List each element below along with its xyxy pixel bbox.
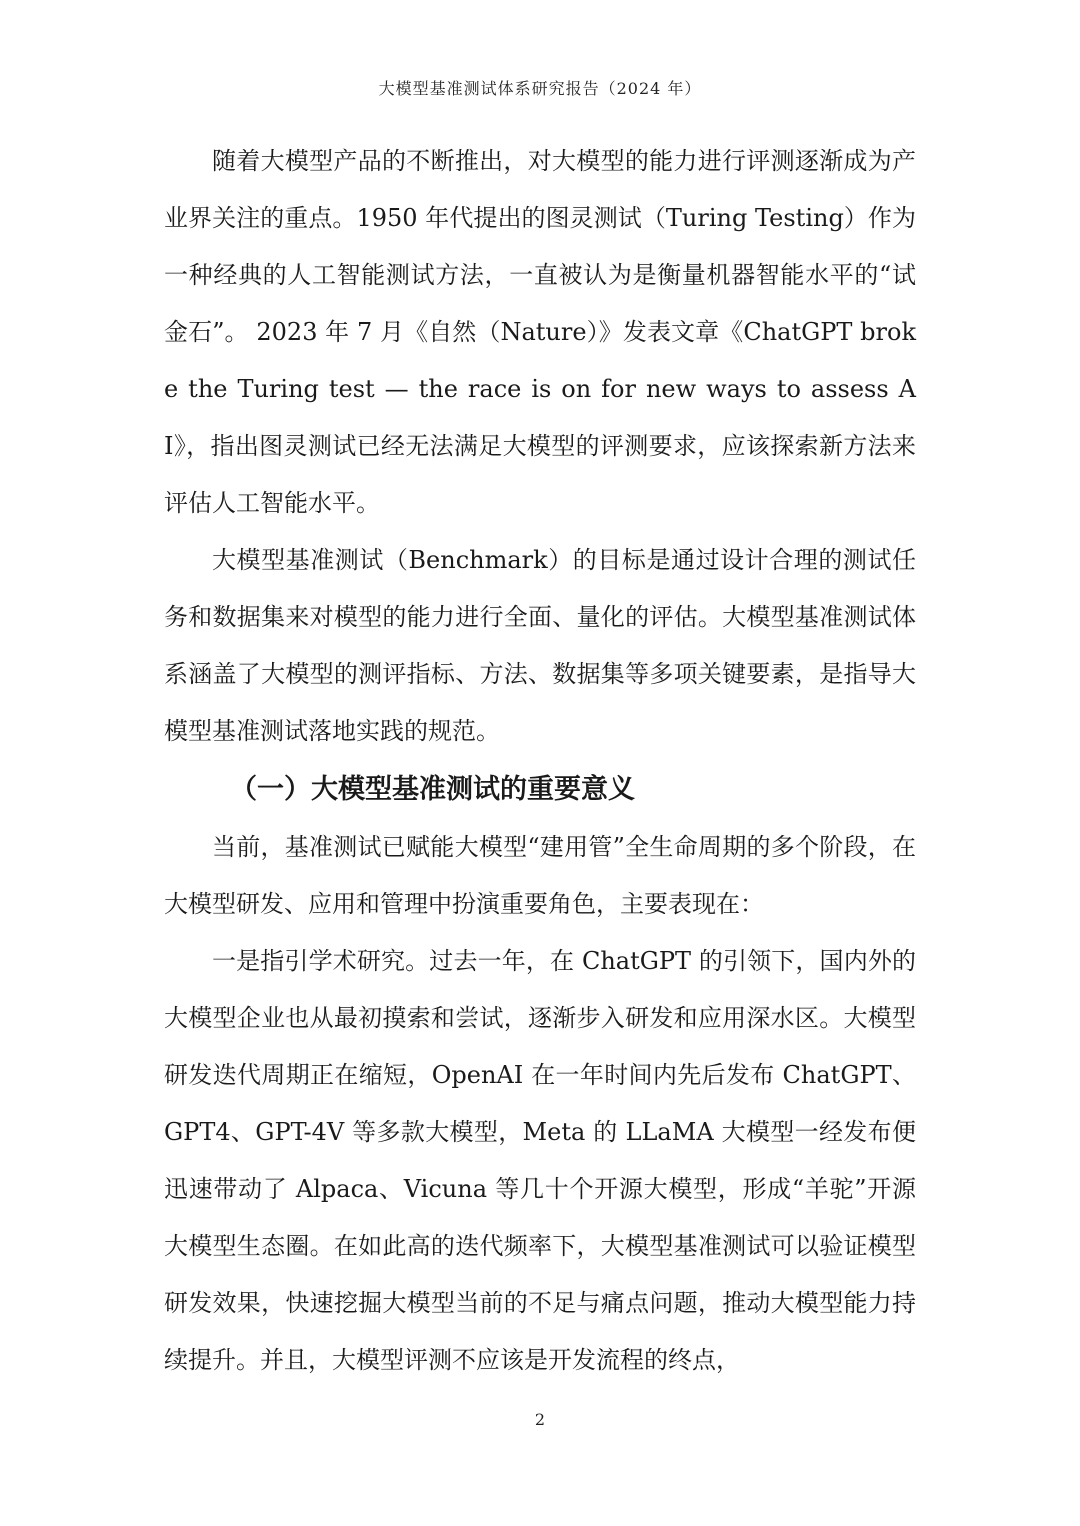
paragraph-benchmark-goal: 大模型基准测试（Benchmark）的目标是通过设计合理的测试任务和数据集来对模型的能力进行全面、量化的评估。大模型基准测试体系涵盖了大模型的测评指标、方法、数据集等多项关键要素，是指导大模型基准测试落地实践的规范。 [164,546,916,745]
page-number: 2 [534,1410,546,1429]
section-heading: （一）大模型基准测试的重要意义 [230,774,635,805]
document-body [164,133,916,1389]
paragraph-current-status: 当前，基准测试已赋能大模型“建用管”全生命周期的多个阶段，在大模型研发、应用和管理中扮演重要角色，主要表现在： [164,833,916,918]
page-header: 大模型基准测试体系研究报告（2024 年） [378,79,702,98]
paragraph-intro: 随着大模型产品的不断推出，对大模型的能力进行评测逐渐成为产业界关注的重点。1950 年代提出的图灵测试（Turing Testing）作为一种经典的人工智能测试方法，一直被认为是衡量机器智能水平的“试金石”。 2023 年 7 月《自然（Nature）》发表文章《ChatGPT broke the Turing test — the race is on for new ways to assess AI》，指出图灵测试已经无法满足大模型的评测要求，应该探索新方法来评估人工智能水平。 [164,147,916,517]
paragraph-academic-research: 一是指引学术研究。过去一年，在 ChatGPT 的引领下，国内外的大模型企业也从最初摸索和尝试，逐渐步入研发和应用深水区。大模型研发迭代周期正在缩短，OpenAI 在一年时间内先后发布 ChatGPT、GPT4、GPT-4V 等多款大模型，Meta 的 LLaMA 大模型一经发布便迅速带动了 Alpaca、Vicuna 等几十个开源大模型，形成“羊驼”开源大模型生态圈。在如此高的迭代频率下，大模型基准测试可以验证模型研发效果，快速挖掘大模型当前的不足与痛点问题，推动大模型能力持续提升。并且，大模型评测不应该是开发流程的终点， [164,947,916,1374]
